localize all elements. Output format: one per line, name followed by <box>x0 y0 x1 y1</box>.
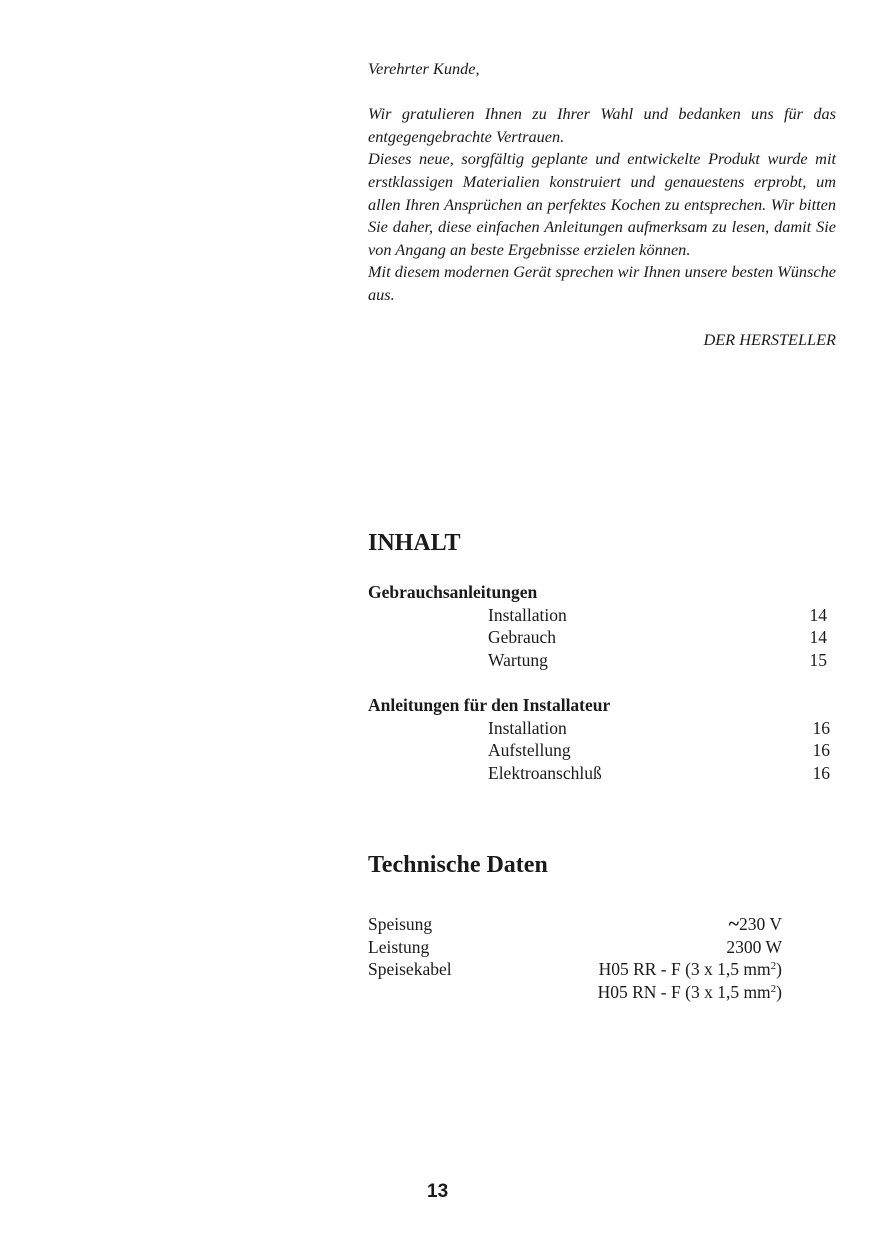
toc-entry-page: 16 <box>812 762 830 783</box>
toc-entry-label: Installation <box>488 604 567 625</box>
toc-entry-label: Installation <box>488 717 567 738</box>
technical-row-value: 2300 W <box>726 936 782 957</box>
toc-entry-page: 14 <box>809 604 827 625</box>
technical-row-value: H05 RN - F (3 x 1,5 $mm^2$) <box>597 981 782 1002</box>
toc-entry <box>368 626 833 649</box>
technical-row-label: Speisung <box>368 914 433 934</box>
toc-entry-page: 16 <box>812 717 830 738</box>
technical-row-value: ~230 V <box>728 913 782 935</box>
toc-entry-label: Gebrauch <box>488 627 557 648</box>
technical-data-table <box>368 913 782 1003</box>
letter-salutation: Verehrter Kunde, <box>368 59 480 78</box>
technical-row <box>368 958 782 981</box>
technical-row-value: H05 RR - F (3 x 1,5 $mm^2$) <box>598 959 782 980</box>
contents-title: INHALT <box>368 530 461 556</box>
toc-entry-page: 15 <box>809 649 827 670</box>
contents-section-user <box>368 581 833 671</box>
toc-entry-page: 14 <box>809 627 827 648</box>
toc-entry <box>368 604 833 627</box>
contents-section-heading: Anleitungen für den Installateur <box>368 695 611 715</box>
letter-paragraph-3: Mit diesem modernen Gerät sprechen wir Ihnen unsere besten Wünsche aus. <box>368 262 836 304</box>
letter-paragraph-1: Wir gratulieren Ihnen zu Ihrer Wahl und bedanken uns für das entgegengebrachte Vertrauen. <box>368 104 836 146</box>
toc-entry <box>368 739 833 762</box>
contents-section-heading: Gebrauchsanleitungen <box>368 582 538 602</box>
toc-entry-label: Wartung <box>488 649 548 670</box>
toc-entry <box>368 649 833 672</box>
toc-entry-page: 16 <box>812 740 830 761</box>
technical-row <box>368 913 782 936</box>
toc-entry <box>368 762 833 785</box>
technical-title: Technische Daten <box>368 852 548 878</box>
letter <box>368 58 836 351</box>
page-number: 13 <box>427 1181 449 1202</box>
technical-row <box>368 981 782 1004</box>
toc-entry-label: Elektroanschluß <box>488 762 602 783</box>
technical-row-label: Speisekabel <box>368 959 452 980</box>
letter-signature: DER HERSTELLER <box>703 329 836 349</box>
technical-row <box>368 936 782 959</box>
toc-entry-label: Aufstellung <box>488 740 571 761</box>
letter-paragraph-2: Dieses neue, sorgfältig geplante und entwickelte Produkt wurde mit erstklassigen Materialien konstruiert und genauestens erprobt, um allen Ihren Ansprüchen an perfektes Kochen zu entsprechen. Wir bitten Sie daher, diese einfachen Anleitungen aufmerksam zu lesen, damit Sie von Angang an beste Ergebnisse erzielen können. <box>368 149 836 259</box>
toc-entry <box>368 717 833 740</box>
contents-section-installer <box>368 694 833 784</box>
technical-row-label: Leistung <box>368 936 430 957</box>
alternating-current-symbol: ~ <box>728 913 740 935</box>
